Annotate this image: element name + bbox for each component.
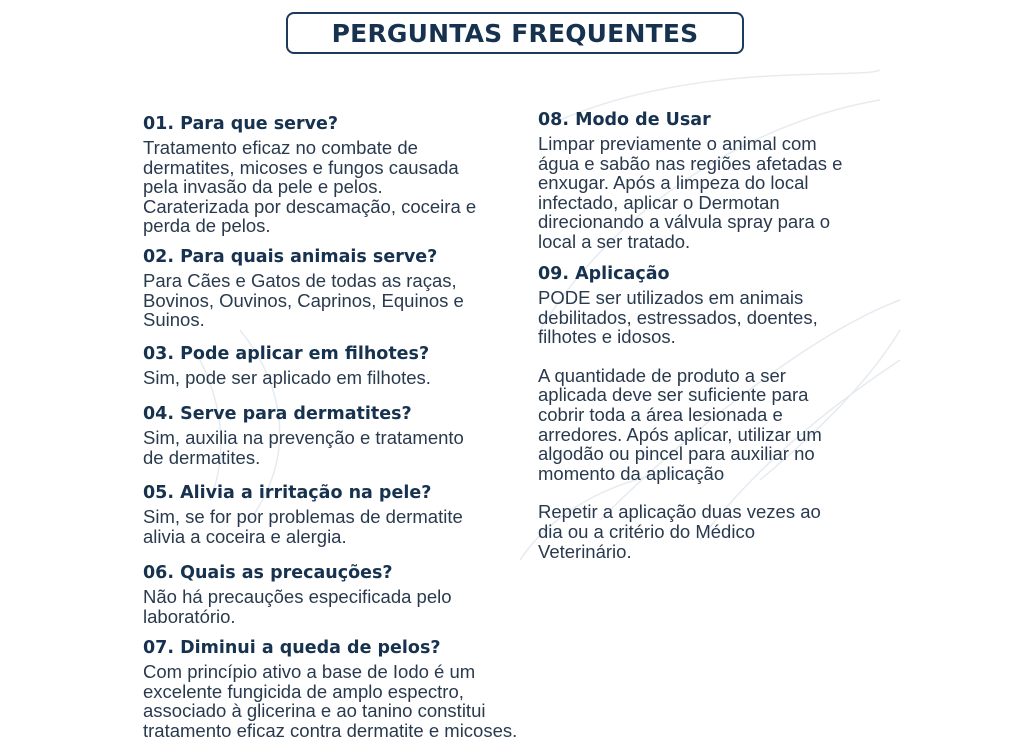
answer-line: Veterinário. [538, 540, 632, 562]
answer-line: tratamento eficaz contra dermatite e micoses. [143, 719, 518, 741]
answer-line: debilitados, estressados, doentes, [538, 306, 818, 328]
answer-line: algodão ou pincel para auxiliar no [538, 443, 815, 465]
answer-line: excelente fungicida de amplo espectro, [143, 680, 464, 702]
faq-question: 07. Diminui a queda de pelos? [143, 638, 441, 658]
faq-answer [143, 662, 517, 740]
faq-answer [538, 134, 842, 252]
answer-line: aplicada deve ser suficiente para [538, 384, 809, 406]
answer-line: alivia a coceira e alergia. [143, 525, 347, 547]
faq-answer [143, 271, 464, 330]
answer-line: Limpar previamente o animal com [538, 133, 817, 154]
faq-item-03 [143, 343, 431, 388]
faq-item-01 [143, 113, 476, 236]
faq-question: 01. Para que serve? [143, 114, 339, 134]
faq-item-06 [143, 562, 452, 626]
answer-line: local a ser tratado. [538, 230, 691, 252]
answer-line: Tratamento eficaz no combate de [143, 137, 418, 158]
answer-line: Para Cães e Gatos de todas as raças, [143, 270, 457, 291]
answer-line: enxugar. Após a limpeza do local [538, 172, 809, 194]
faq-item-04 [143, 403, 464, 467]
faq-question: 02. Para quais animais serve? [143, 247, 438, 267]
answer-line: Sim, se for por problemas de dermatite [143, 506, 463, 527]
faq-item-09 [538, 263, 822, 561]
answer-line: Sim, auxilia na prevenção e tratamento [143, 427, 464, 448]
faq-item-07 [143, 637, 517, 740]
answer-line: Bovinos, Ouvinos, Caprinos, Equinos e [143, 289, 464, 311]
answer-line: associado à glicerina e ao tanino constitui [143, 700, 486, 722]
answer-line: de dermatites. [143, 446, 261, 468]
answer-line: Caraterizada por descamação, coceira e [143, 195, 477, 217]
faq-item-08 [538, 109, 842, 252]
faq-answer [143, 368, 431, 388]
answer-line: dia ou a critério do Médico [538, 520, 755, 542]
faq-question: 06. Quais as precauções? [143, 563, 393, 583]
faq-question: 04. Serve para dermatites? [143, 404, 412, 424]
answer-line: dermatites, micoses e fungos causada [143, 156, 459, 178]
faq-answer [143, 428, 464, 467]
faq-answer [143, 507, 463, 546]
page-title: PERGUNTAS FREQUENTES [331, 18, 699, 48]
answer-line: Com princípio ativo a base de Iodo é um [143, 661, 476, 682]
faq-item-05 [143, 482, 463, 546]
title-box [286, 12, 744, 54]
answer-line: arredores. Após aplicar, utilizar um [538, 423, 822, 445]
answer-line: infectado, aplicar o Dermotan [538, 191, 780, 213]
answer-line: água e sabão nas regiões afetadas e [538, 152, 843, 174]
faq-question: 08. Modo de Usar [538, 110, 711, 130]
faq-item-02 [143, 246, 464, 330]
faq-question: 09. Aplicação [538, 264, 670, 284]
answer-line: Sim, pode ser aplicado em filhotes. [143, 367, 431, 388]
faq-answer [143, 587, 452, 626]
answer-line: momento da aplicação [538, 462, 725, 484]
answer-line: Repetir a aplicação duas vezes ao [538, 501, 821, 523]
answer-line: cobrir toda a área lesionada e [538, 403, 783, 425]
answer-line: pela invasão da pele e pelos. [143, 176, 383, 198]
answer-line: Não há precauções especificada pelo [143, 586, 452, 607]
faq-answer [538, 288, 822, 561]
answer-line: perda de pelos. [143, 215, 271, 237]
faq-question: 03. Pode aplicar em filhotes? [143, 344, 430, 364]
answer-line: PODE ser utilizados em animais [538, 287, 804, 308]
faq-question: 05. Alivia a irritação na pele? [143, 483, 432, 503]
answer-line: Suinos. [143, 309, 205, 331]
answer-line: filhotes e idosos. [538, 326, 676, 348]
faq-answer [143, 138, 476, 236]
answer-line: A quantidade de produto a ser [538, 364, 786, 386]
answer-line: direcionando a válvula spray para o [538, 211, 831, 233]
answer-line: laboratório. [143, 605, 236, 627]
